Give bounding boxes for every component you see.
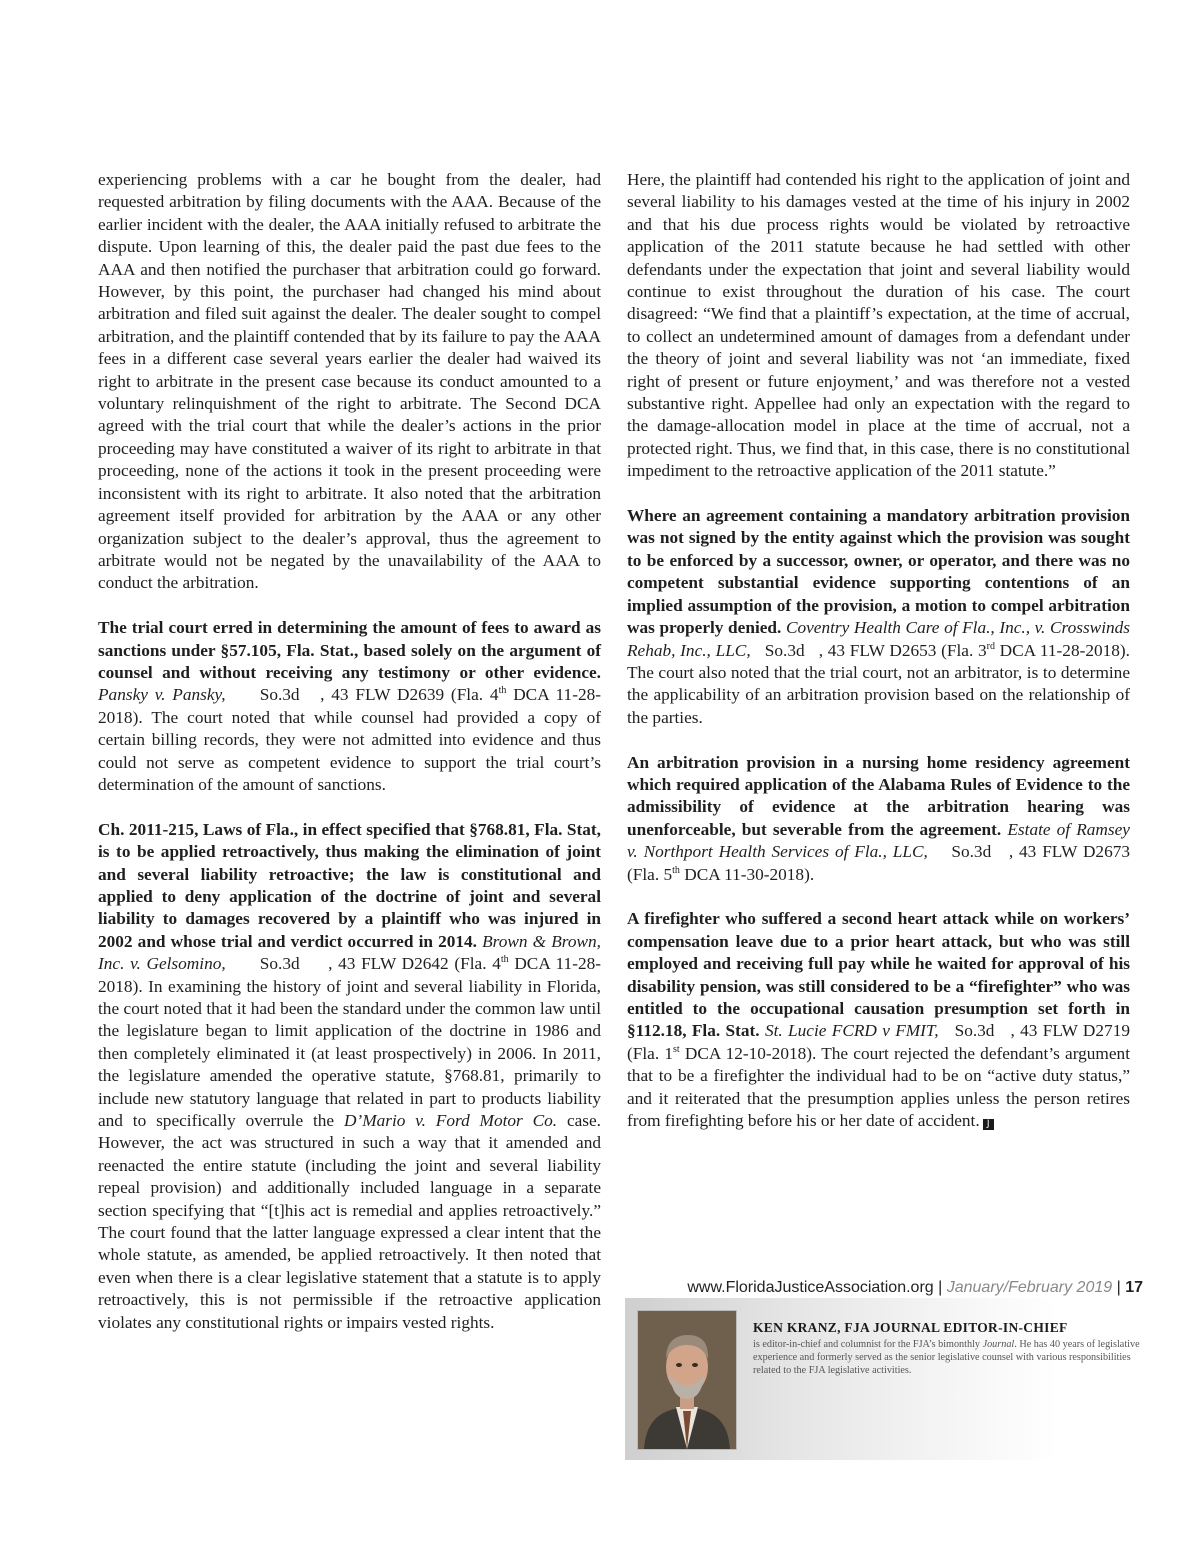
paragraph-text: experiencing problems with a car he bought from the dealer, had requested arbitration by filing documents with the AAA. Because of the earlier incident with the dealer, the AAA initially refused to arbitrate the dispute. Upon learning of this, the dealer paid the past due fees to the AAA and then notified the purchaser that arbitration could go forward. However, by this point, the purchaser had changed his mind about arbitration and filed suit against the dealer. The dealer sought to compel arbitration, and the plaintiff contended that by its failure to pay the AAA fees in a different case several years earlier the dealer had waived its right to arbitrate in the present case because its conduct amounted to a voluntary relinquishment of the right to arbitrate. The Second DCA agreed with the trial court that while the dealer’s actions in the prior proceeding may have constituted a waiver of its right to arbitrate in that proceeding, none of the actions it took in the present proceeding were inconsistent with its right to arbitrate. It also noted that the arbitration agreement itself provided for arbitration by the AAA or any other organization subject to the dealer’s approval, thus the agreement to arbitrate would not be negated by the unavailability of the AAA to conduct the arbitration.	[98, 170, 601, 593]
bio-text: is editor-in-chief and columnist for the FJA’s bimonthly	[753, 1339, 981, 1350]
case-body-continued: case. However, the act was structured in such a way that it amended and reenacted the entire statute (including the joint and several liability repeal provision) and additionally included language in a separate section specifying that “[t]his act is remedial and applies retroactively.” The court found that the latter language expressed a clear intent that the whole statute, as amended, be applied retroactively. It then noted that even when there is a clear legislative statement that a statute is to apply retroactively, this is not permissible if the retroactive application violates any constitutional rights or impairs vested rights.	[98, 1111, 601, 1332]
case-name: Coventry Health Care of Fla., Inc., v. Crosswinds Rehab, Inc., LLC,	[627, 618, 1130, 660]
citation-date: DCA 11-28-2018).	[98, 954, 601, 996]
case-name: Estate of Ramsey v. Northport Health Services of Fla., LLC,	[627, 819, 1130, 862]
ordinal: th	[672, 864, 680, 876]
citation-reporter: So.3d	[259, 954, 300, 974]
ordinal: th	[498, 685, 507, 697]
paragraph	[627, 169, 1130, 483]
case-headline: An arbitration provision in a nursing home residency agreement which required application of the Alabama Rules of Evidence to the admissibility of evidence at the arbitration hearing was unenforceable, but severable from the agreement.	[627, 752, 1130, 839]
footer-separator: |	[1112, 1279, 1126, 1296]
case-name: Pansky v. Pansky,	[98, 685, 226, 705]
citation-date: DCA 11-28-2018).	[98, 685, 601, 727]
citation-reporter: So.3d	[259, 685, 300, 705]
left-column	[98, 169, 601, 1334]
citation: , 43 FLW D2719 (Fla. 1	[627, 1021, 1130, 1063]
cited-case-name: D’Mario v. Ford Motor Co.	[343, 1111, 558, 1131]
citation-reporter: So.3d	[764, 640, 805, 660]
author-portrait-icon	[638, 1311, 736, 1449]
citation: , 43 FLW D2639 (Fla. 4	[320, 685, 499, 705]
case-body: The court also noted that the trial court, not an arbitrator, is to determine the applicability of an arbitration provision based on the relationship of the parties.	[627, 662, 1130, 727]
citation-date: DCA 12-10-2018).	[679, 1043, 817, 1063]
case-summary	[98, 819, 601, 1334]
case-body: The court rejected the defendant’s argument that to be a firefighter the individual had to be on “active duty status,” and it reiterated that the presumption applies unless the person retires from firefighting before his or her date of accident.	[627, 1043, 1130, 1131]
end-of-article-icon: J	[983, 1119, 994, 1130]
author-bio-text	[753, 1320, 1143, 1378]
citation: , 43 FLW D2642 (Fla. 4	[328, 954, 501, 974]
page-footer	[687, 1279, 1143, 1297]
journal-title: Journal	[982, 1339, 1015, 1350]
issue-date: January/February 2019	[946, 1279, 1113, 1296]
citation: , 43 FLW D2653 (Fla. 3	[818, 640, 987, 660]
paragraph-text: Here, the plaintiff had contended his right to the application of joint and several liability to his damages vested at the time of his injury in 2002 and that his due process rights would be violated by retroactive application of the 2011 statute because he had settled with other defendants under the expectation that joint and several liability would continue to exist throughout the duration of his case. The court disagreed: “We find that a plaintiff’s expectation, at the time of accrual, to collect an undetermined amount of damages from a defendant under the theory of joint and several liability was not ‘an immediate, fixed right of present or future enjoyment,’ and was therefore not a vested substantive right. Appellee had only an expectation with the regard to the damage-allocation model in place at the time of accrual, not a protected right. Thus, we find that, in this case, there is no constitutional impediment to the retroactive application of the 2011 statute.”	[627, 170, 1130, 481]
author-photo	[637, 1310, 737, 1450]
footer-separator: |	[933, 1279, 947, 1296]
citation-date: DCA 11-28-2018).	[994, 640, 1130, 660]
citation: , 43 FLW D2673 (Fla. 5	[627, 842, 1130, 884]
case-name: Brown & Brown, Inc. v. Gelsomino,	[98, 931, 601, 974]
author-name: KEN KRANZ, FJA JOURNAL EDITOR-IN-CHIEF	[753, 1320, 1068, 1335]
case-body: The court noted that while counsel had provided a copy of certain billing records, they were not admitted into evidence and thus could not serve as competent evidence to support the trial court’s determination of the amount of sanctions.	[98, 707, 601, 794]
case-summary	[627, 908, 1130, 1132]
ordinal: st	[673, 1044, 680, 1056]
right-column	[627, 169, 1130, 1132]
citation-date: DCA 11-30-2018).	[679, 864, 815, 884]
citation-reporter: So.3d	[954, 1021, 995, 1041]
case-headline: Where an agreement containing a mandatory arbitration provision was not signed by the entity against which the provision was sought to be enforced by a successor, owner, or operator, and there was no competent substantial evidence supporting contentions of an implied assumption of the provision, a motion to compel arbitration was properly denied.	[627, 506, 1130, 638]
author-description	[753, 1338, 1143, 1378]
case-headline: Ch. 2011-215, Laws of Fla., in effect specified that §768.81, Fla. Stat, is to be applied retroactively, thus making the elimination of joint and several liability retroactive; the law is constitutional and applied to deny application of the doctrine of joint and several liability to damages recovered by a plaintiff who was injured in 2002 and whose trial and verdict occurred in 2014.	[98, 819, 601, 951]
case-body: In examining the history of joint and several liability in Florida, the court noted that it had been the standard under the common law until the legislature began to limit application of the doctrine in 1986 and then completely eliminated it (at least prospectively) in 2006. In 2011, the legislature amended the operative statute, §768.81, primarily to include new statutory language that related in part to products liability and to specifically overrule the	[98, 976, 601, 1131]
case-headline: The trial court erred in determining the amount of fees to award as sanctions under §57.105, Fla. Stat., based solely on the argument of counsel and without receiving any testimony or other evidence.	[98, 618, 601, 682]
citation-reporter: So.3d	[951, 842, 992, 862]
footer-website: www.FloridaJusticeAssociation.org	[687, 1279, 934, 1296]
paragraph	[98, 169, 601, 595]
ordinal: th	[500, 954, 509, 966]
case-summary	[627, 505, 1130, 729]
page-number: 17	[1125, 1279, 1143, 1296]
case-summary	[627, 752, 1130, 886]
ordinal: rd	[986, 640, 995, 652]
case-name: St. Lucie FCRD v FMIT,	[764, 1021, 939, 1041]
case-headline: A firefighter who suffered a second heart attack while on workers’ compensation leave due to a prior heart attack, but who was still employed and receiving full pay while he waited for approval of his disability pension, was still considered to be a “firefighter” who was entitled to the occupational causation presumption set forth in §112.18, Fla. Stat.	[627, 909, 1130, 1041]
case-summary	[98, 617, 601, 796]
author-bio-box	[625, 1298, 1140, 1460]
bio-text-continued: . He has 40 years of legislative experience and formerly served as the senior legislative counsel with various responsibilities related to the FJA legislative activities.	[753, 1339, 1140, 1377]
